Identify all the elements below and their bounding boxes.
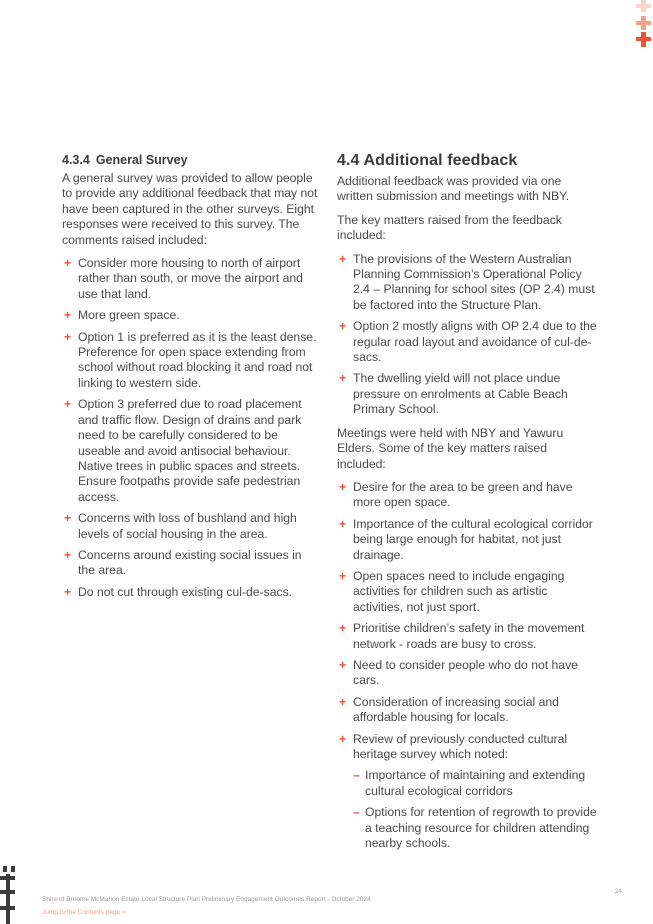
plus-icon: +	[339, 694, 347, 709]
key-matters-intro: The key matters raised from the feedback included:	[337, 212, 562, 243]
sub-list-item: – Importance of maintaining and extending cultural ecological corridors	[353, 768, 586, 798]
cross-pattern-decoration-bottom	[0, 866, 18, 924]
list-item: + Desire for the area to be green and have more open space.	[339, 479, 573, 510]
dash-icon: –	[353, 805, 360, 820]
plus-icon: +	[339, 657, 347, 672]
list-item: + Need to consider people who do not have cars.	[339, 657, 578, 688]
plus-icon: +	[64, 308, 72, 323]
plus-icon: +	[64, 511, 72, 526]
page-footer	[42, 888, 622, 916]
list-item: + Consider more housing to north of airport rather than south, or move the airport and use that land.	[64, 256, 303, 301]
additional-feedback-intro: Additional feedback was provided via one written submission and meetings with NBY.	[337, 174, 570, 204]
right-column	[337, 153, 599, 859]
general-survey-intro: A general survey was provided to allow people to provide any additional feedback that may not have been captured in the other surveys. Eight responses were received to this survey. The comments raised included:	[62, 171, 318, 247]
list-item: + More green space.	[64, 308, 180, 323]
list-item: + The provisions of the Western Australian Planning Commission’s Operational Policy 2.4 – Planning for school sites (OP 2.4) must be factored into the Structure Plan.	[339, 251, 595, 312]
footer-document-title: Shire of Broome McMahon Estate Local Structure Plan Preliminary Engagement Outcomes Report - October 2024	[42, 896, 371, 903]
cross-pattern-decoration-top	[633, 0, 653, 50]
meetings-intro: Meetings were held with NBY and Yawuru Elders. Some of the key matters raised included:	[337, 425, 564, 471]
plus-icon: +	[64, 547, 72, 562]
list-item: + Prioritise children’s safety in the movement network - roads are busy to cross.	[339, 621, 585, 651]
list-item: + Option 1 is preferred as it is the least dense. Preference for open space extending from school without road blocking it and road not linking to western side.	[64, 329, 317, 390]
plus-icon: +	[339, 251, 347, 266]
sub-list-item: – Options for retention of regrowth to provide a teaching resource for children attending nearby schools.	[353, 805, 597, 851]
list-item: + Do not cut through existing cul-de-sacs.	[64, 584, 293, 599]
list-item: + The dwelling yield will not place undue pressure on enrolments at Cable Beach Primary School.	[339, 371, 568, 417]
dash-icon: –	[353, 768, 360, 783]
plus-icon: +	[339, 621, 347, 636]
section-number: 4.3.4	[62, 153, 90, 167]
plus-icon: +	[64, 584, 72, 599]
list-item: + Concerns around existing social issues in the area.	[64, 547, 302, 578]
plus-icon: +	[339, 568, 347, 583]
plus-icon: +	[339, 371, 347, 386]
plus-icon: +	[64, 397, 72, 412]
list-item: + Review of previously conducted cultural heritage survey which noted: – Importance of maintaining and extending cultural ecological corridors – Options for retention of regrowth to provide a teaching resource for children attending nearby schools.	[337, 732, 599, 852]
list-item: + Concerns with loss of bushland and high levels of social housing in the area.	[64, 511, 297, 541]
page-number: 24	[614, 888, 622, 895]
list-item: + Open spaces need to include engaging activities for children such as artistic activities, not just sport.	[339, 568, 565, 614]
left-column	[62, 153, 320, 608]
meetings-matters-list	[337, 480, 599, 852]
plus-icon: +	[339, 516, 347, 531]
section-title: General Survey	[95, 153, 188, 167]
plus-icon: +	[339, 731, 347, 746]
general-survey-comments-list	[62, 256, 320, 600]
list-item: + Option 2 mostly aligns with OP 2.4 due to the regular road layout and avoidance of cul-de-sacs.	[339, 319, 597, 365]
key-matters-list	[337, 252, 599, 418]
jump-to-contents-link[interactable]: Jump to the Contents page >	[42, 909, 126, 916]
plus-icon: +	[339, 319, 347, 334]
list-item: + Consideration of increasing social and affordable housing for locals.	[339, 694, 559, 725]
section-heading-additional-feedback: 4.4 Additional feedback	[337, 152, 518, 169]
plus-icon: +	[64, 256, 72, 271]
plus-icon: +	[64, 329, 72, 344]
heritage-survey-sublist	[353, 768, 599, 851]
section-heading-general-survey	[62, 153, 320, 167]
list-item: + Option 3 preferred due to road placement and traffic flow. Design of drains and park need to be carefully considered to be useable and avoid antisocial behaviour. Native trees in public spaces and streets. Ensure footpaths provide safe pedestrian access.	[64, 397, 302, 504]
list-item: + Importance of the cultural ecological corridor being large enough for habitat, not just drainage.	[339, 516, 593, 562]
plus-icon: +	[339, 479, 347, 494]
